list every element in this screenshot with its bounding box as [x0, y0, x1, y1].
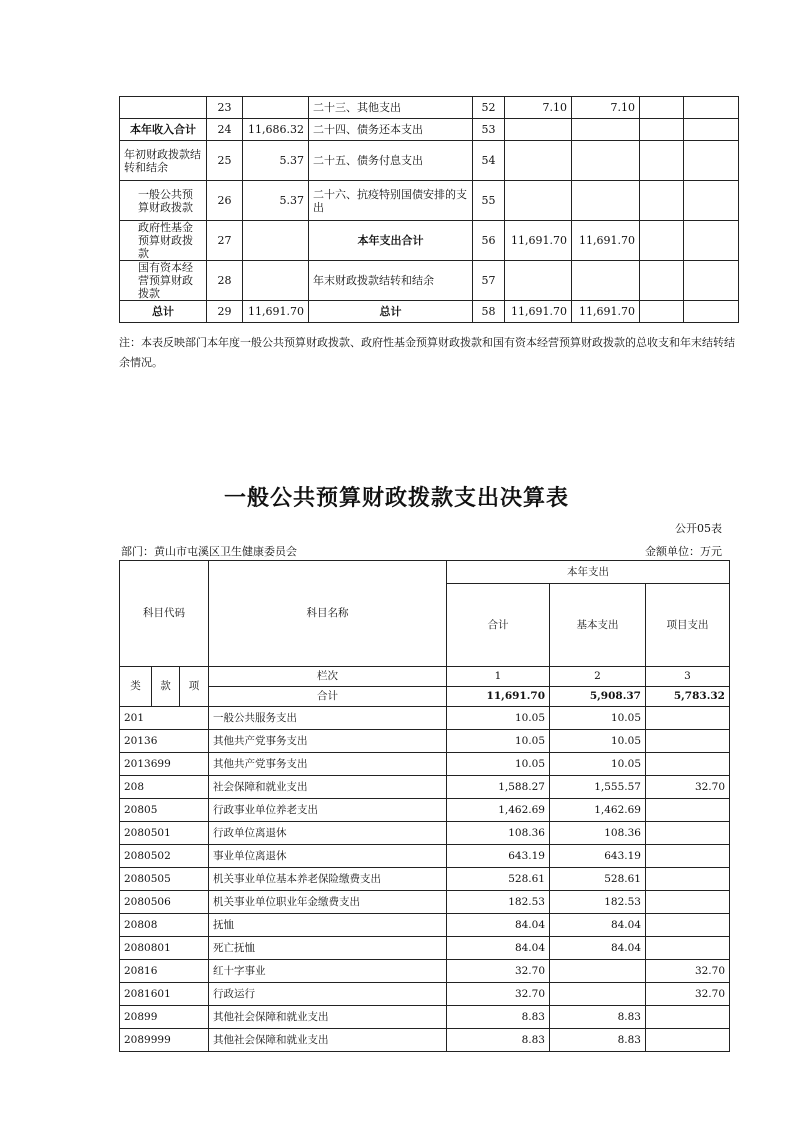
project-value: 32.70: [646, 776, 730, 799]
expense-general-budget: 11,691.70: [572, 301, 640, 323]
subject-name: 社会保障和就业支出: [209, 776, 447, 799]
subject-code: 2080502: [120, 845, 209, 868]
subject-name: 事业单位离退休: [209, 845, 447, 868]
header-xiang: 项: [180, 667, 209, 707]
income-row-number: 28: [207, 261, 243, 301]
expense-row-number: 56: [473, 221, 505, 261]
expense-capital-budget: [684, 261, 739, 301]
subject-name: 机关事业单位基本养老保险缴费支出: [209, 868, 447, 891]
total-value: 108.36: [447, 822, 550, 845]
basic-value: 8.83: [550, 1006, 646, 1029]
total-value: 8.83: [447, 1006, 550, 1029]
basic-value: 1,462.69: [550, 799, 646, 822]
total-value: 182.53: [447, 891, 550, 914]
header-name: 科目名称: [209, 561, 447, 667]
header-year-expenditure: 本年支出: [447, 561, 730, 584]
income-row-number: 25: [207, 141, 243, 181]
total-value: 10.05: [447, 707, 550, 730]
expense-general-budget: 11,691.70: [572, 221, 640, 261]
basic-value: 108.36: [550, 822, 646, 845]
expense-general-budget: [572, 141, 640, 181]
subject-name: 其他共产党事务支出: [209, 753, 447, 776]
basic-value: [550, 983, 646, 1006]
expense-fund-budget: [640, 141, 684, 181]
table-row: [120, 730, 730, 753]
subject-name: 死亡抚恤: [209, 937, 447, 960]
table-row: [120, 776, 730, 799]
subject-name: 其他共产党事务支出: [209, 730, 447, 753]
basic-value: 84.04: [550, 937, 646, 960]
income-row-number: 29: [207, 301, 243, 323]
expense-capital-budget: [684, 141, 739, 181]
basic-value: 182.53: [550, 891, 646, 914]
table-row: [120, 799, 730, 822]
table-row: [120, 141, 739, 181]
header-code: 科目代码: [120, 561, 209, 667]
expense-total: 7.10: [505, 97, 572, 119]
expense-item-label: 年末财政拨款结转和结余: [309, 261, 473, 301]
subject-name: 其他社会保障和就业支出: [209, 1029, 447, 1052]
project-value: [646, 1006, 730, 1029]
subject-name: 一般公共服务支出: [209, 707, 447, 730]
expense-row-number: 55: [473, 181, 505, 221]
table-row: [120, 97, 739, 119]
column-number-2: 2: [550, 667, 646, 687]
project-value: [646, 730, 730, 753]
subject-code: 2081601: [120, 983, 209, 1006]
income-item-label: 政府性基金预算财政拨款: [120, 221, 207, 261]
project-value: [646, 799, 730, 822]
sum-label: 合计: [209, 687, 447, 707]
subject-name: 其他社会保障和就业支出: [209, 1006, 447, 1029]
income-item-label: 本年收入合计: [120, 119, 207, 141]
subject-name: 行政单位离退休: [209, 822, 447, 845]
basic-value: 528.61: [550, 868, 646, 891]
total-value: 1,588.27: [447, 776, 550, 799]
expense-row-number: 54: [473, 141, 505, 181]
expense-general-budget: 7.10: [572, 97, 640, 119]
table-row: [120, 301, 739, 323]
column-number-row: [120, 667, 730, 687]
basic-value: [550, 960, 646, 983]
expense-general-budget: [572, 261, 640, 301]
total-value: 10.05: [447, 753, 550, 776]
expense-general-budget: [572, 181, 640, 221]
subject-code: 2013699: [120, 753, 209, 776]
project-value: 32.70: [646, 983, 730, 1006]
expense-fund-budget: [640, 261, 684, 301]
total-value: 643.19: [447, 845, 550, 868]
expenditure-table: [119, 560, 730, 1052]
page-title: 一般公共预算财政拨款支出决算表: [223, 485, 569, 511]
project-value: [646, 845, 730, 868]
expense-item-label: 二十五、债务付息支出: [309, 141, 473, 181]
expense-fund-budget: [640, 119, 684, 141]
total-value: 84.04: [447, 937, 550, 960]
table-row: [120, 753, 730, 776]
subject-code: 2089999: [120, 1029, 209, 1052]
basic-value: 643.19: [550, 845, 646, 868]
expense-total: 11,691.70: [505, 221, 572, 261]
expense-fund-budget: [640, 301, 684, 323]
subject-code: 208: [120, 776, 209, 799]
basic-value: 84.04: [550, 914, 646, 937]
table-row: [120, 221, 739, 261]
sum-total: 11,691.70: [447, 687, 550, 707]
table-number: 公开05表: [675, 522, 722, 535]
subject-code: 2080501: [120, 822, 209, 845]
expense-total: [505, 119, 572, 141]
subject-code: 20136: [120, 730, 209, 753]
project-value: [646, 822, 730, 845]
table-row: [120, 1006, 730, 1029]
income-amount: [243, 261, 309, 301]
income-amount: [243, 221, 309, 261]
column-number-1: 1: [447, 667, 550, 687]
table-row: [120, 181, 739, 221]
basic-value: 1,555.57: [550, 776, 646, 799]
subject-code: 20805: [120, 799, 209, 822]
income-item-label: 一般公共预算财政拨款: [120, 181, 207, 221]
subject-name: 红十字事业: [209, 960, 447, 983]
table-row: [120, 707, 730, 730]
header-kuan: 款: [152, 667, 180, 707]
project-value: [646, 1029, 730, 1052]
income-amount: 5.37: [243, 141, 309, 181]
total-value: 528.61: [447, 868, 550, 891]
subject-code: 2080505: [120, 868, 209, 891]
sum-project: 5,783.32: [646, 687, 730, 707]
expense-capital-budget: [684, 119, 739, 141]
table-row: [120, 937, 730, 960]
table-row: [120, 891, 730, 914]
project-value: [646, 914, 730, 937]
project-value: 32.70: [646, 960, 730, 983]
income-item-label: 总计: [120, 301, 207, 323]
expense-item-label: 二十四、债务还本支出: [309, 119, 473, 141]
total-value: 84.04: [447, 914, 550, 937]
project-value: [646, 937, 730, 960]
department-label: 部门：黄山市屯溪区卫生健康委员会: [121, 545, 297, 558]
total-value: 1,462.69: [447, 799, 550, 822]
expense-total: [505, 141, 572, 181]
subject-code: 2080506: [120, 891, 209, 914]
expense-total: 11,691.70: [505, 301, 572, 323]
basic-value: 10.05: [550, 753, 646, 776]
total-value: 8.83: [447, 1029, 550, 1052]
header-row: [120, 561, 730, 584]
income-item-label: [120, 97, 207, 119]
expense-capital-budget: [684, 221, 739, 261]
table-row: [120, 845, 730, 868]
header-basic: 基本支出: [550, 584, 646, 667]
unit-label: 金额单位：万元: [645, 545, 722, 558]
income-row-number: 24: [207, 119, 243, 141]
expense-capital-budget: [684, 97, 739, 119]
income-amount: [243, 97, 309, 119]
table-row: [120, 119, 739, 141]
expense-fund-budget: [640, 221, 684, 261]
table-row: [120, 960, 730, 983]
project-value: [646, 868, 730, 891]
expense-row-number: 57: [473, 261, 505, 301]
project-value: [646, 891, 730, 914]
income-amount: 5.37: [243, 181, 309, 221]
income-item-label: 年初财政拨款结转和结余: [120, 141, 207, 181]
header-lanci: 栏次: [209, 667, 447, 687]
basic-value: 10.05: [550, 707, 646, 730]
expense-general-budget: [572, 119, 640, 141]
income-item-label: 国有资本经营预算财政拨款: [120, 261, 207, 301]
header-total: 合计: [447, 584, 550, 667]
income-row-number: 27: [207, 221, 243, 261]
table-row: [120, 983, 730, 1006]
table-row: [120, 914, 730, 937]
expense-total: [505, 261, 572, 301]
project-value: [646, 753, 730, 776]
total-value: 32.70: [447, 960, 550, 983]
subject-name: 抚恤: [209, 914, 447, 937]
project-value: [646, 707, 730, 730]
table-row: [120, 822, 730, 845]
income-amount: 11,691.70: [243, 301, 309, 323]
total-value: 10.05: [447, 730, 550, 753]
table-row: [120, 1029, 730, 1052]
expense-item-label: 总计: [309, 301, 473, 323]
subject-code: 20899: [120, 1006, 209, 1029]
subject-code: 20816: [120, 960, 209, 983]
table-note: 注：本表反映部门本年度一般公共预算财政拨款、政府性基金预算财政拨款和国有资本经营预算财政拨款的总收支和年末结转结余情况。: [119, 336, 735, 369]
income-expense-table-body: [120, 97, 739, 323]
basic-value: 8.83: [550, 1029, 646, 1052]
sum-row: [120, 687, 730, 707]
column-number-3: 3: [646, 667, 730, 687]
expense-capital-budget: [684, 301, 739, 323]
expense-row-number: 52: [473, 97, 505, 119]
expense-row-number: 53: [473, 119, 505, 141]
expense-total: [505, 181, 572, 221]
expense-fund-budget: [640, 97, 684, 119]
subject-name: 行政事业单位养老支出: [209, 799, 447, 822]
expense-row-number: 58: [473, 301, 505, 323]
subject-code: 201: [120, 707, 209, 730]
expense-capital-budget: [684, 181, 739, 221]
subject-code: 20808: [120, 914, 209, 937]
income-expense-table: [119, 96, 739, 323]
expense-item-label: 二十六、抗疫特别国债安排的支出: [309, 181, 473, 221]
expense-item-label: 二十三、其他支出: [309, 97, 473, 119]
sum-basic: 5,908.37: [550, 687, 646, 707]
subject-code: 2080801: [120, 937, 209, 960]
subject-name: 机关事业单位职业年金缴费支出: [209, 891, 447, 914]
expenditure-table-body: [120, 707, 730, 1052]
expense-fund-budget: [640, 181, 684, 221]
subject-name: 行政运行: [209, 983, 447, 1006]
income-row-number: 23: [207, 97, 243, 119]
income-row-number: 26: [207, 181, 243, 221]
basic-value: 10.05: [550, 730, 646, 753]
expense-item-label: 本年支出合计: [309, 221, 473, 261]
total-value: 32.70: [447, 983, 550, 1006]
income-amount: 11,686.32: [243, 119, 309, 141]
table-row: [120, 868, 730, 891]
header-lei: 类: [120, 667, 152, 707]
table-row: [120, 261, 739, 301]
header-project: 项目支出: [646, 584, 730, 667]
